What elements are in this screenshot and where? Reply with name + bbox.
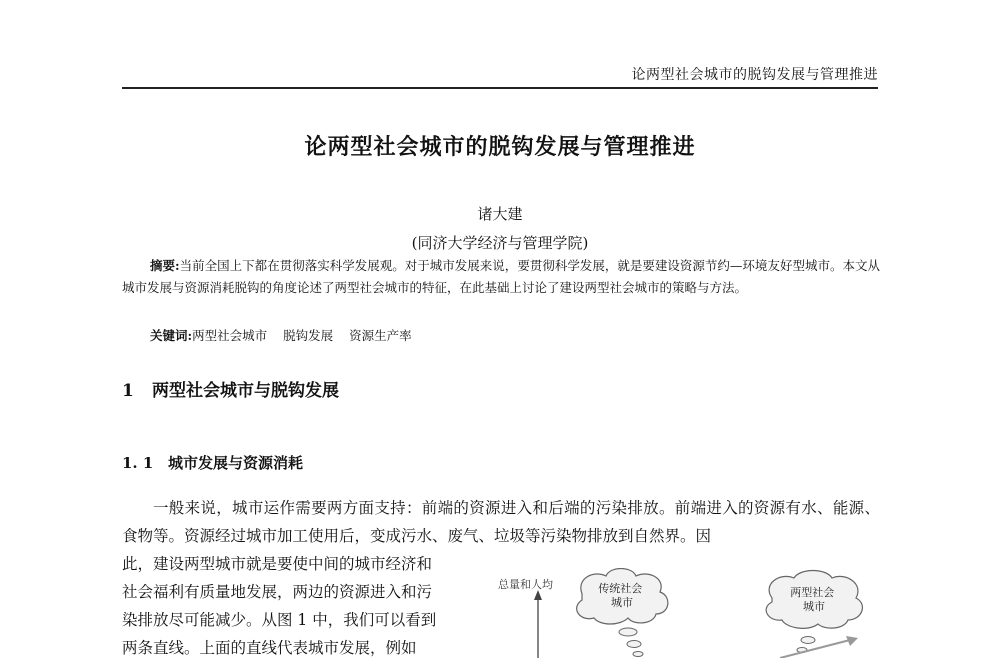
paragraph-line: 两条直线。上面的直线代表城市发展，例如 [122,639,417,657]
subsection-number: 1. 1 [122,454,154,472]
section-heading-1 [122,376,339,401]
figure-1 [490,568,880,658]
cloud-label: 传统社会 城市 [598,582,643,609]
paragraph-wide: 一般来说，城市运作需要两方面支持：前端的资源进入和后端的污染排放。前端进入的资源有水、能源、食物等。资源经过城市加工使用后，变成污水、废气、垃圾等污染物排放到自然界。因 [122,499,880,545]
trend-line [780,640,850,658]
header-rule [122,87,878,89]
abstract-text: 当前全国上下都在贯彻落实科学发展观。对于城市发展来说，要贯彻科学发展，就是要建设资源节约—环境友好型城市。本文从城市发展与资源消耗脱钩的角度论述了两型社会城市的特征，在此基础上讨论了建设两型社会城市的策略与方法。 [122,258,880,295]
cloud-label: 两型社会 城市 [790,586,835,613]
y-axis-arrow-icon [534,590,542,600]
paragraph-line: 社会福利有质量地发展，两边的资源进入和污 [122,583,433,601]
running-header: 论两型社会城市的脱钩发展与管理推进 [631,67,878,83]
keywords-label: 关键词: [150,328,193,343]
section-heading-1-1 [122,452,303,473]
cloud-traditional [577,569,668,657]
keywords [150,326,428,344]
keyword-item: 两型社会城市 [192,328,268,343]
section-title: 两型社会城市与脱钩发展 [152,381,339,401]
y-axis-label: 总量和人均 [498,578,553,591]
author: 诸大建 [477,205,523,223]
abstract [122,255,880,299]
paragraph-line: 染排放尽可能减少。从图 1 中，我们可以看到 [122,611,437,629]
affiliation: (同济大学经济与管理学院) [411,234,589,252]
section-number: 1 [122,381,134,401]
keyword-item: 脱钩发展 [283,328,334,343]
subsection-title: 城市发展与资源消耗 [168,454,304,472]
abstract-label: 摘要: [150,258,180,273]
paragraph-line: 此，建设两型城市就是要使中间的城市经济和 [122,555,433,573]
keyword-item: 资源生产率 [349,328,412,343]
paper-title: 论两型社会城市的脱钩发展与管理推进 [304,134,696,160]
